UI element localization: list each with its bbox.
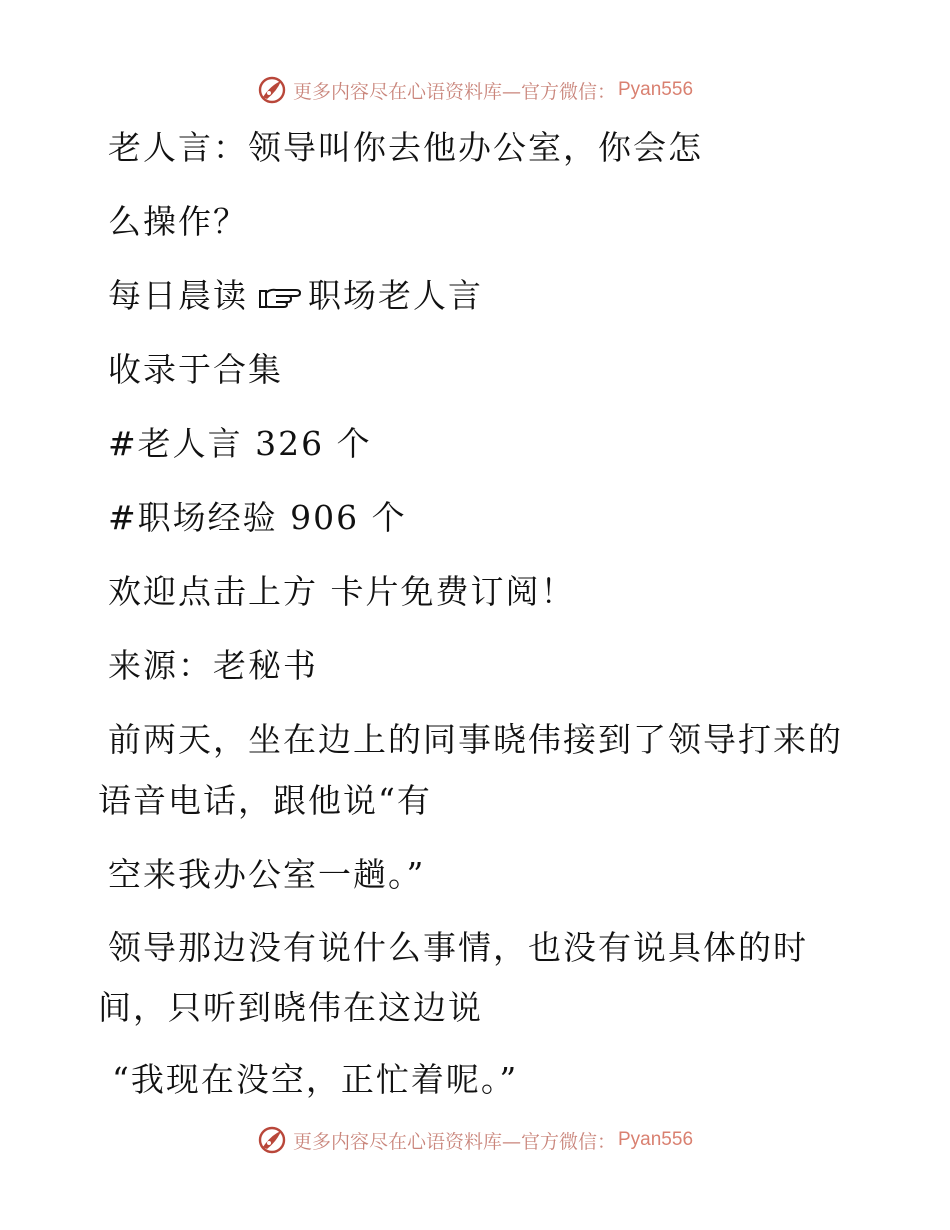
column-prefix: 每日晨读 xyxy=(108,276,248,315)
pointing-hand-icon xyxy=(256,281,302,311)
brush-logo-icon xyxy=(257,75,287,105)
paragraph-2-line-2: 间，只听到晓伟在这边说 xyxy=(98,988,483,1027)
brush-logo-icon xyxy=(257,1125,287,1155)
tag-laorenyan[interactable]: #老人言 326 个 xyxy=(108,424,372,463)
subscribe-prompt: 欢迎点击上方 卡片免费订阅！ xyxy=(108,572,576,611)
paragraph-1-line-3: 空来我办公室一趟。” xyxy=(108,855,426,894)
collection-label: 收录于合集 xyxy=(108,350,283,389)
watermark-text: 更多内容尽在心语资料库—官方微信： xyxy=(292,80,616,103)
title-line-2: 么操作？ xyxy=(108,202,248,241)
watermark-text: 更多内容尽在心语资料库—官方微信： xyxy=(292,1130,616,1153)
watermark-wechat-id: Pyan556 xyxy=(618,1129,694,1150)
tag-zhichang-jingyan[interactable]: #职场经验 906 个 xyxy=(108,498,407,537)
watermark-wechat-id: Pyan556 xyxy=(618,79,694,100)
title-line-1: 老人言：领导叫你去他办公室，你会怎 xyxy=(108,128,703,167)
watermark-banner-bottom xyxy=(0,1120,950,1160)
paragraph-2-line-1: 领导那边没有说什么事情，也没有说具体的时 xyxy=(108,928,808,967)
watermark-banner-top xyxy=(0,70,950,110)
source-line: 来源：老秘书 xyxy=(108,646,318,685)
paragraph-1-line-2: 语音电话，跟他说“有 xyxy=(98,781,432,820)
paragraph-1-line-1: 前两天，坐在边上的同事晓伟接到了领导打来的 xyxy=(108,720,843,759)
column-line xyxy=(108,276,483,316)
column-suffix: 职场老人言 xyxy=(308,276,483,315)
paragraph-2-line-3: “我现在没空，正忙着呢。” xyxy=(112,1060,519,1099)
